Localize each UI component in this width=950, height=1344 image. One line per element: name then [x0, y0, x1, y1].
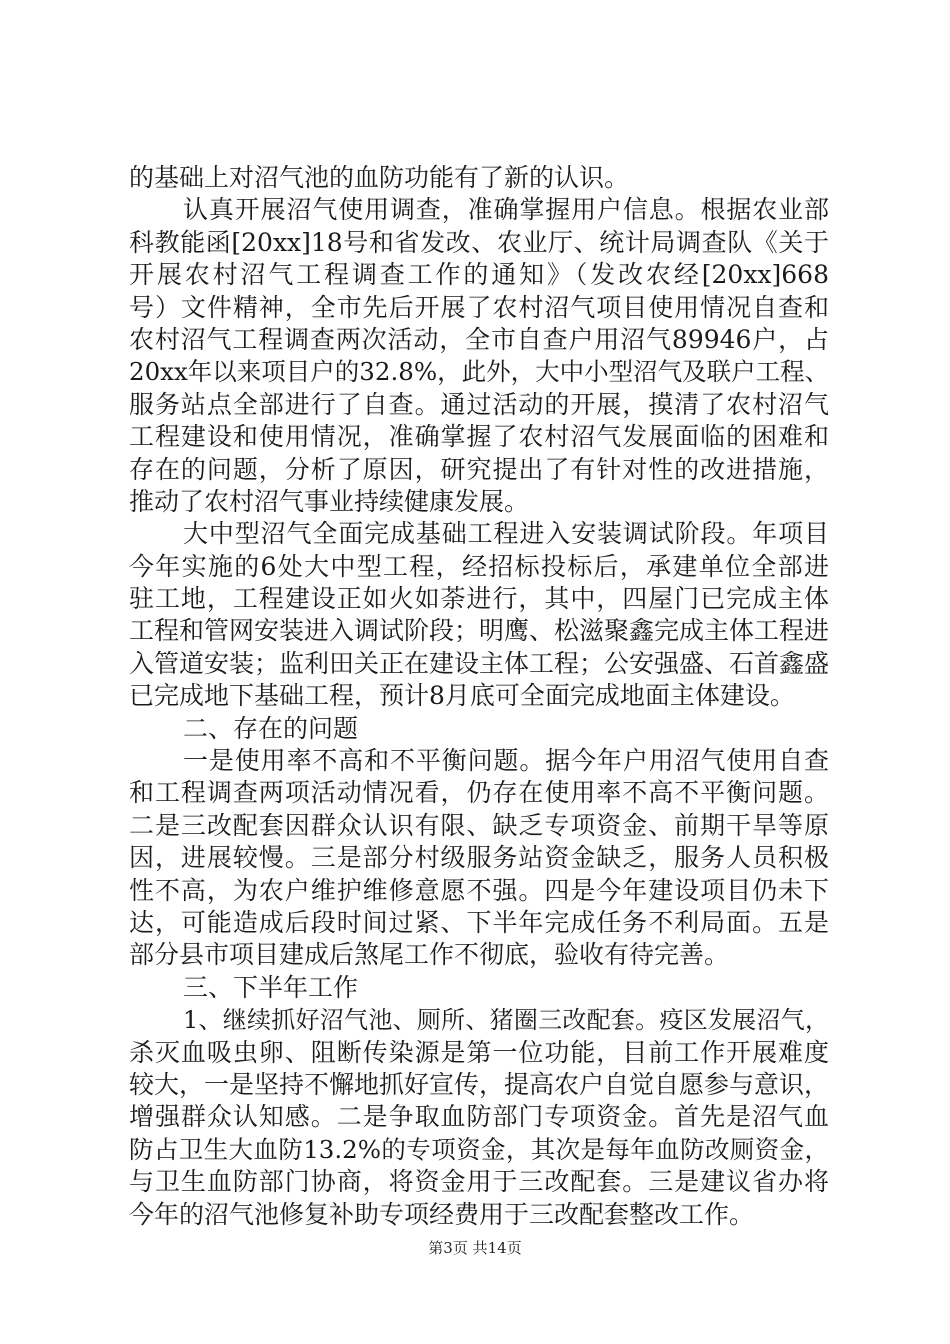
text-line: 二是三改配套因群众认识有限、缺乏专项资金、前期干旱等原 — [129, 810, 829, 840]
text-line: 开展农村沼气工程调查工作的通知》（发改农经[20xx]668 — [129, 260, 829, 290]
text-line: 杀灭血吸虫卵、阻断传染源是第一位功能，目前工作开展难度 — [129, 1037, 829, 1067]
text-line: 一是使用率不高和不平衡问题。据今年户用沼气使用自查 — [183, 746, 829, 776]
text-line: 的基础上对沼气池的血防功能有了新的认识。 — [129, 163, 630, 192]
text-line: 达，可能造成后段时间过紧、下半年完成任务不利局面。五是 — [129, 907, 829, 937]
text-line: 今年的沼气池修复补助专项经费用于三改配套整改工作。 — [129, 1199, 755, 1229]
text-line: 存在的问题，分析了原因，研究提出了有针对性的改进措施， — [129, 454, 829, 484]
text-line: 号）文件精神，全市先后开展了农村沼气项目使用情况自查和 — [129, 292, 829, 322]
text-line: 推动了农村沼气事业持续健康发展。 — [129, 486, 530, 516]
text-line: 已完成地下基础工程，预计8月底可全面完成地面主体建设。 — [129, 681, 795, 711]
text-line: 大中型沼气全面完成基础工程进入安装调试阶段。年项目 — [183, 519, 829, 549]
text-line: 农村沼气工程调查两次活动，全市自查户用沼气89946户，占 — [129, 324, 829, 354]
text-line: 认真开展沼气使用调查，准确掌握用户信息。根据农业部 — [183, 195, 829, 225]
text-line: 服务站点全部进行了自查。通过活动的开展，摸清了农村沼气 — [129, 389, 829, 419]
text-line: 20xx年以来项目户的32.8%，此外，大中小型沼气及联户工程、 — [129, 357, 829, 387]
text-line: 1、继续抓好沼气池、厕所、猪圈三改配套。疫区发展沼气， — [183, 1006, 829, 1035]
text-line: 和工程调查两项活动情况看，仍存在使用率不高不平衡问题。 — [129, 778, 829, 808]
text-line: 入管道安装；监利田关正在建设主体工程；公安强盛、石首鑫盛 — [129, 648, 829, 678]
page-footer: 第3页 共14页 — [428, 1239, 522, 1257]
text-line: 三、下半年工作 — [183, 972, 359, 1002]
text-line: 增强群众认知感。二是争取血防部门专项资金。首先是沼气血 — [129, 1102, 829, 1132]
text-line: 二、存在的问题 — [183, 713, 359, 743]
text-line: 防占卫生大血防13.2%的专项资金，其次是每年血防改厕资金， — [129, 1134, 829, 1164]
text-line: 与卫生血防部门协商，将资金用于三改配套。三是建议省办将 — [129, 1167, 829, 1197]
text-line: 驻工地，工程建设正如火如荼进行，其中，四屋门已完成主体 — [129, 584, 829, 614]
text-line: 因，进展较慢。三是部分村级服务站资金缺乏，服务人员积极 — [129, 843, 829, 873]
text-line: 性不高，为农户维护维修意愿不强。四是今年建设项目仍未下 — [129, 875, 829, 905]
text-line: 今年实施的6处大中型工程，经招标投标后，承建单位全部进 — [129, 551, 829, 581]
body-text — [129, 162, 829, 1231]
text-line: 较大，一是坚持不懈地抓好宣传，提高农户自觉自愿参与意识， — [129, 1069, 829, 1099]
text-line: 部分县市项目建成后煞尾工作不彻底，验收有待完善。 — [129, 940, 730, 970]
text-line: 工程建设和使用情况，准确掌握了农村沼气发展面临的困难和 — [129, 422, 829, 452]
text-line: 科教能函[20xx]18号和省发改、农业厅、统计局调查队《关于 — [129, 227, 829, 257]
text-line: 工程和管网安装进入调试阶段；明鹰、松滋聚鑫完成主体工程进 — [129, 616, 829, 646]
